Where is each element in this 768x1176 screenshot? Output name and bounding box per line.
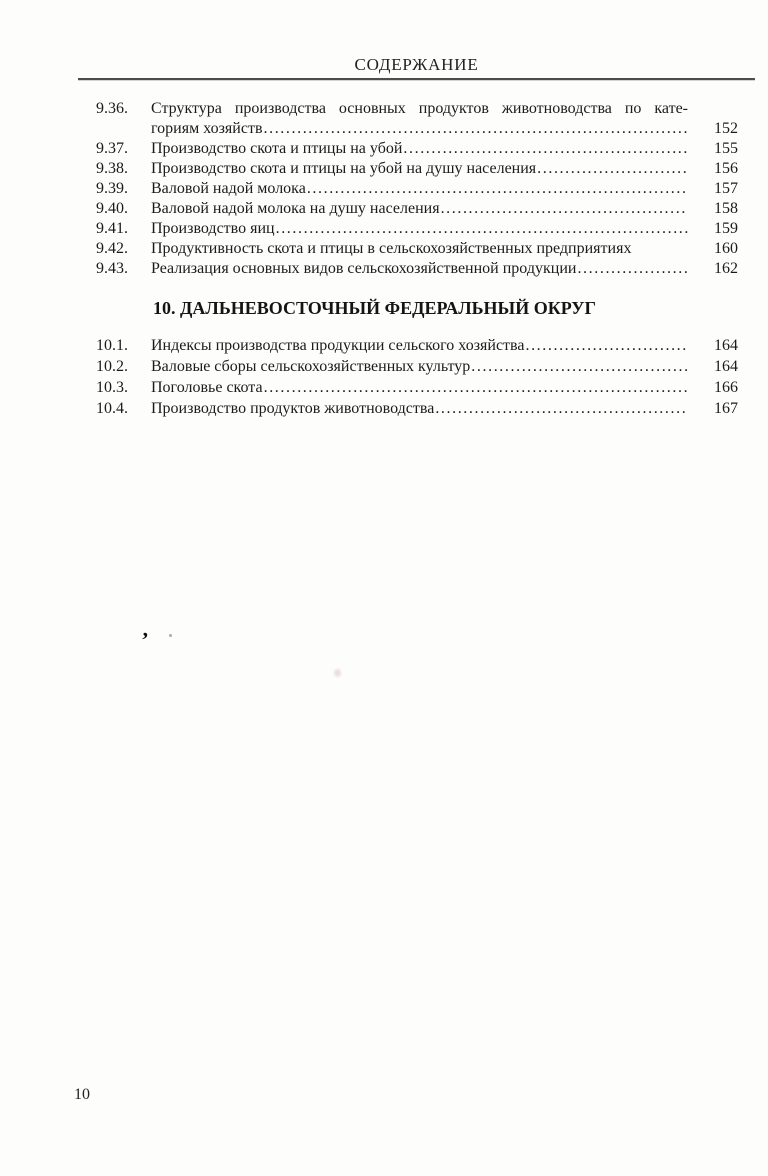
section-heading: 10. ДАЛЬНЕВОСТОЧНЫЙ ФЕДЕРАЛЬНЫЙ ОКРУГ — [153, 298, 596, 318]
entry-page: 167 — [714, 400, 738, 417]
toc-entry — [96, 159, 738, 179]
entry-page: 155 — [714, 140, 738, 157]
dot-leader — [307, 179, 688, 199]
entry-page: 164 — [714, 358, 738, 375]
entry-page: 166 — [714, 379, 738, 396]
dot-leader — [276, 219, 688, 239]
entry-title: Индексы производства продукции сельского хозяйства ..... — [151, 335, 688, 356]
entry-title: Производство скота и птицы на убой ..... — [151, 139, 688, 159]
scan-artifact-comma: , — [142, 615, 150, 642]
entry-number: 10.4. — [96, 400, 128, 417]
entry-title: Валовые сборы сельскохозяйственных культур ..... — [151, 356, 688, 377]
dot-leader — [441, 199, 688, 219]
entry-number: 9.39. — [96, 180, 128, 197]
content-column — [78, 55, 755, 419]
entry-title-line2: гориям хозяйств ..... — [151, 119, 688, 139]
toc-entry — [96, 377, 738, 398]
entry-title — [151, 99, 688, 139]
entry-title: Реализация основных видов сельскохозяйственной продукции ..... — [151, 259, 688, 279]
dot-leader — [577, 259, 688, 279]
entry-number: 9.41. — [96, 220, 128, 237]
dot-leader — [471, 356, 688, 377]
dot-leader — [435, 398, 688, 419]
entry-number: 10.1. — [96, 337, 128, 354]
page-number: 10 — [74, 1086, 90, 1103]
header-rule — [78, 78, 755, 80]
entry-number: 10.2. — [96, 358, 128, 375]
entry-title: Производство скота и птицы на убой на душу населения ..... — [151, 159, 688, 179]
toc-entry — [96, 398, 738, 419]
entry-title: Производство продуктов животноводства ..... — [151, 398, 688, 419]
entry-page: 158 — [714, 200, 738, 217]
toc-entry — [96, 356, 738, 377]
entry-page: 156 — [714, 160, 738, 177]
dot-leader — [264, 119, 689, 139]
entry-number: 9.38. — [96, 160, 128, 177]
entry-title: Валовой надой молока ..... — [151, 179, 688, 199]
toc-entry — [96, 335, 738, 356]
entry-number: 9.40. — [96, 200, 128, 217]
toc-entry — [96, 219, 738, 239]
scan-speck — [334, 669, 341, 677]
contents-header: СОДЕРЖАНИЕ — [354, 55, 479, 74]
dot-leader — [264, 377, 688, 398]
dot-leader — [537, 159, 688, 179]
toc-list — [96, 99, 738, 419]
entry-page: 157 — [714, 180, 738, 197]
toc-entry — [96, 99, 738, 139]
entry-number: 9.37. — [96, 140, 128, 157]
dot-leader — [403, 139, 688, 159]
entry-number: 10.3. — [96, 379, 128, 396]
entry-title-line1: Структура производства основных продуктов животноводства по кате- — [151, 100, 688, 117]
entry-page: 164 — [714, 337, 738, 354]
entry-number: 9.43. — [96, 260, 128, 277]
toc-entry — [96, 259, 738, 279]
entry-number: 9.42. — [96, 240, 128, 257]
scan-artifact-dot — [169, 634, 172, 637]
toc-entry — [96, 199, 738, 219]
entry-page: 160 — [714, 240, 738, 257]
entry-page: 162 — [714, 260, 738, 277]
toc-entry — [96, 179, 738, 199]
entry-title: Валовой надой молока на душу населения ..... — [151, 199, 688, 219]
entry-title: Продуктивность скота и птицы в сельскохозяйственных предприятиях — [151, 240, 632, 257]
entry-page: 159 — [714, 220, 738, 237]
entry-number: 9.36. — [96, 100, 128, 117]
toc-sublist — [96, 335, 738, 419]
toc-entry — [96, 239, 738, 259]
entry-page: 152 — [714, 120, 738, 137]
entry-title: Поголовье скота ..... — [151, 377, 688, 398]
dot-leader — [525, 335, 688, 356]
entry-title: Производство яиц ..... — [151, 219, 688, 239]
toc-entry — [96, 139, 738, 159]
